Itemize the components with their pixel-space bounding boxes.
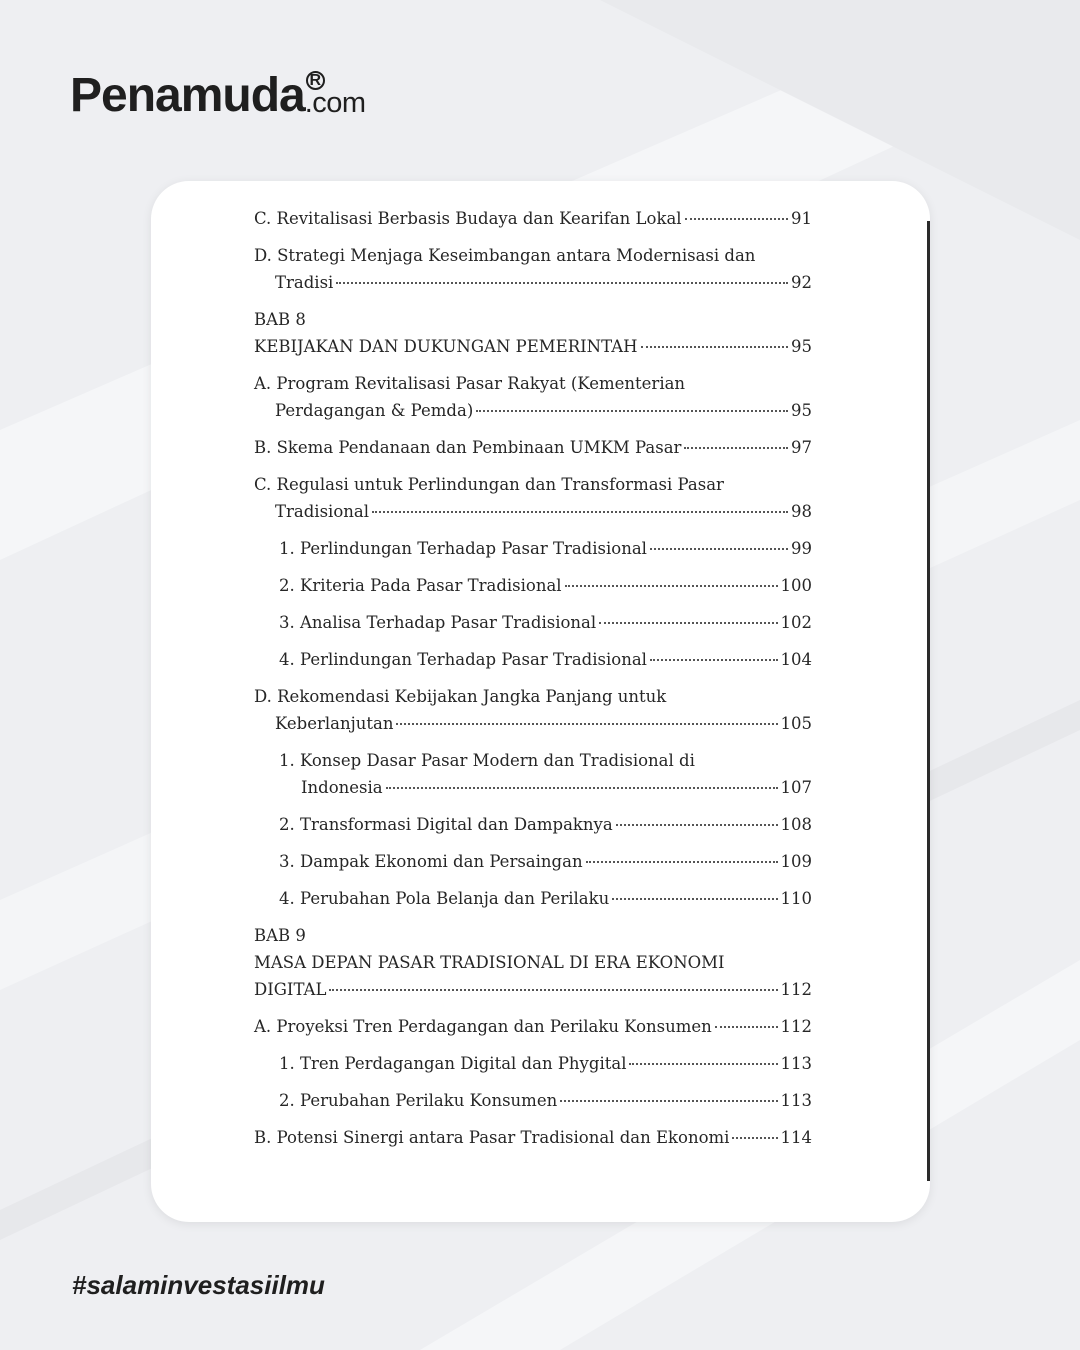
dot-leader bbox=[641, 346, 789, 348]
toc-entry bbox=[254, 1013, 812, 1040]
toc-entry-title: D. Strategi Menjaga Keseimbangan antara Modernisasi dan bbox=[254, 246, 756, 265]
toc-entry-title: 1. Perlindungan Terhadap Pasar Tradisional bbox=[279, 539, 647, 558]
dot-leader bbox=[476, 410, 788, 412]
document-page-card bbox=[151, 181, 930, 1222]
toc-entry-title: BAB 9 bbox=[254, 926, 306, 945]
toc-entry-title: C. Revitalisasi Berbasis Budaya dan Kearifan Lokal bbox=[254, 209, 682, 228]
dot-leader bbox=[650, 659, 778, 661]
toc-page-number: 108 bbox=[780, 815, 812, 834]
toc-entry-title: Keberlanjutan bbox=[275, 714, 394, 733]
toc-entry-title: B. Skema Pendanaan dan Pembinaan UMKM Pasar bbox=[254, 438, 682, 457]
toc-page-number: 99 bbox=[791, 539, 812, 558]
table-of-contents bbox=[254, 205, 812, 1161]
toc-entry-line-with-page bbox=[279, 885, 812, 912]
toc-entry-line bbox=[279, 747, 812, 774]
toc-entry-title: A. Proyeksi Tren Perdagangan dan Perilaku Konsumen bbox=[254, 1017, 712, 1036]
toc-entry-title: D. Rekomendasi Kebijakan Jangka Panjang untuk bbox=[254, 687, 667, 706]
toc-page-number: 110 bbox=[780, 889, 812, 908]
dot-leader bbox=[386, 787, 778, 789]
toc-entry-line bbox=[254, 922, 812, 949]
toc-page-number: 102 bbox=[780, 613, 812, 632]
toc-entry-title: 3. Dampak Ekonomi dan Persaingan bbox=[279, 852, 583, 871]
toc-entry-line-with-page bbox=[254, 397, 812, 424]
dot-leader bbox=[629, 1063, 777, 1065]
toc-entry bbox=[254, 811, 812, 838]
dot-leader bbox=[685, 218, 788, 220]
toc-entry bbox=[254, 434, 812, 461]
toc-page-number: 95 bbox=[791, 337, 812, 356]
toc-entry bbox=[254, 1124, 812, 1151]
toc-entry-line bbox=[254, 242, 812, 269]
toc-entry-title: Indonesia bbox=[301, 778, 383, 797]
toc-entry-line-with-page bbox=[279, 646, 812, 673]
toc-entry bbox=[254, 242, 812, 296]
toc-page-number: 109 bbox=[780, 852, 812, 871]
toc-entry-line-with-page bbox=[254, 498, 812, 525]
toc-page-number: 98 bbox=[791, 502, 812, 521]
toc-entry-line-with-page bbox=[279, 811, 812, 838]
dot-leader bbox=[684, 447, 788, 449]
toc-entry bbox=[254, 471, 812, 525]
toc-entry bbox=[254, 683, 812, 737]
toc-entry-line bbox=[254, 471, 812, 498]
toc-page-number: 113 bbox=[780, 1091, 812, 1110]
dot-leader bbox=[650, 548, 788, 550]
dot-leader bbox=[329, 989, 777, 991]
toc-entry-title: 1. Tren Perdagangan Digital dan Phygital bbox=[279, 1054, 627, 1073]
toc-entry-title: 4. Perlindungan Terhadap Pasar Tradisional bbox=[279, 650, 647, 669]
toc-entry-line-with-page bbox=[279, 609, 812, 636]
toc-entry-line bbox=[254, 306, 812, 333]
dot-leader bbox=[616, 824, 778, 826]
toc-entry bbox=[254, 646, 812, 673]
toc-entry-line-with-page bbox=[254, 269, 812, 296]
toc-entry-title: 2. Transformasi Digital dan Dampaknya bbox=[279, 815, 613, 834]
toc-entry bbox=[254, 572, 812, 599]
registered-mark: R bbox=[306, 71, 325, 90]
toc-entry-line bbox=[254, 683, 812, 710]
toc-page-number: 107 bbox=[780, 778, 812, 797]
toc-entry bbox=[254, 885, 812, 912]
brand-suffix: .com bbox=[304, 87, 366, 119]
toc-entry bbox=[254, 747, 812, 801]
toc-entry-line-with-page bbox=[279, 848, 812, 875]
dot-leader bbox=[612, 898, 777, 900]
toc-page-number: 100 bbox=[780, 576, 812, 595]
dot-leader bbox=[715, 1026, 778, 1028]
toc-entry-title: Perdagangan & Pemda) bbox=[275, 401, 474, 420]
brand-logo bbox=[70, 69, 366, 122]
toc-page-number: 113 bbox=[780, 1054, 812, 1073]
toc-entry bbox=[254, 306, 812, 360]
toc-entry-line-with-page bbox=[279, 1050, 812, 1077]
toc-entry-title: 3. Analisa Terhadap Pasar Tradisional bbox=[279, 613, 597, 632]
toc-entry-line bbox=[254, 370, 812, 397]
toc-entry bbox=[254, 609, 812, 636]
brand-name: Penamuda bbox=[70, 69, 305, 122]
toc-entry-title: KEBIJAKAN DAN DUKUNGAN PEMERINTAH bbox=[254, 337, 638, 356]
dot-leader bbox=[336, 282, 788, 284]
toc-entry bbox=[254, 205, 812, 232]
toc-page-number: 114 bbox=[780, 1128, 812, 1147]
toc-page-number: 95 bbox=[791, 401, 812, 420]
toc-page-number: 91 bbox=[791, 209, 812, 228]
toc-entry bbox=[254, 922, 812, 1003]
toc-entry-line-with-page bbox=[254, 434, 812, 461]
toc-entry-line-with-page bbox=[279, 535, 812, 562]
toc-entry-line-with-page bbox=[254, 710, 812, 737]
dot-leader bbox=[396, 723, 777, 725]
toc-entry-title: Tradisional bbox=[275, 502, 369, 521]
dot-leader bbox=[586, 861, 778, 863]
toc-entry-line-with-page bbox=[254, 1124, 812, 1151]
dot-leader bbox=[565, 585, 778, 587]
dot-leader bbox=[732, 1137, 777, 1139]
toc-entry-line bbox=[254, 949, 812, 976]
toc-entry-title: B. Potensi Sinergi antara Pasar Tradisional dan Ekonomi bbox=[254, 1128, 730, 1147]
toc-page-number: 104 bbox=[780, 650, 812, 669]
toc-entry-title: 1. Konsep Dasar Pasar Modern dan Tradisional di bbox=[279, 751, 695, 770]
toc-entry-line-with-page bbox=[254, 333, 812, 360]
toc-entry-line-with-page bbox=[254, 1013, 812, 1040]
toc-entry-title: 2. Kriteria Pada Pasar Tradisional bbox=[279, 576, 562, 595]
dot-leader bbox=[372, 511, 788, 513]
toc-entry bbox=[254, 848, 812, 875]
toc-entry-title: BAB 8 bbox=[254, 310, 306, 329]
toc-entry bbox=[254, 535, 812, 562]
hashtag: #salaminvestasiilmu bbox=[72, 1270, 325, 1300]
toc-entry-line-with-page bbox=[254, 205, 812, 232]
toc-entry bbox=[254, 370, 812, 424]
dot-leader bbox=[560, 1100, 777, 1102]
toc-entry-title: Tradisi bbox=[275, 273, 334, 292]
toc-entry-line-with-page bbox=[279, 572, 812, 599]
dot-leader bbox=[599, 622, 777, 624]
toc-entry-title: DIGITAL bbox=[254, 980, 327, 999]
toc-page-number: 112 bbox=[780, 1017, 812, 1036]
toc-entry-title: A. Program Revitalisasi Pasar Rakyat (Kementerian bbox=[254, 374, 686, 393]
toc-entry bbox=[254, 1050, 812, 1077]
toc-entry-title: 4. Perubahan Pola Belanja dan Perilaku bbox=[279, 889, 610, 908]
toc-entry-line-with-page bbox=[254, 976, 812, 1003]
toc-page-number: 112 bbox=[780, 980, 812, 999]
toc-entry-title: MASA DEPAN PASAR TRADISIONAL DI ERA EKONOMI bbox=[254, 953, 725, 972]
toc-entry-title: 2. Perubahan Perilaku Konsumen bbox=[279, 1091, 558, 1110]
toc-page-number: 105 bbox=[780, 714, 812, 733]
toc-page-number: 92 bbox=[791, 273, 812, 292]
toc-entry bbox=[254, 1087, 812, 1114]
toc-entry-title: C. Regulasi untuk Perlindungan dan Transformasi Pasar bbox=[254, 475, 724, 494]
toc-entry-line-with-page bbox=[279, 1087, 812, 1114]
toc-entry-line-with-page bbox=[279, 774, 812, 801]
toc-page-number: 97 bbox=[791, 438, 812, 457]
